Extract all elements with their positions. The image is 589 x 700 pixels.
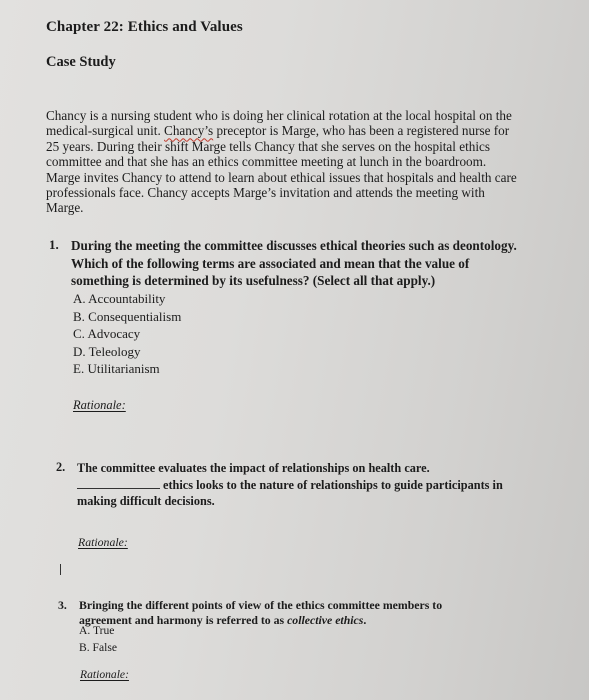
option-advocacy: C. Advocacy bbox=[73, 326, 141, 342]
question-number: 1. bbox=[49, 237, 59, 252]
stem-line-text: ethics looks to the nature of relationships to guide participants in bbox=[163, 477, 503, 492]
stem-line: During the meeting the committee discusses ethical theories such as deontology. bbox=[71, 238, 517, 253]
intro-line-rest: preceptor is Marge, who has been a registered nurse for bbox=[213, 123, 510, 139]
stem-emphasis: collective ethics bbox=[287, 612, 364, 627]
intro-line: Marge. bbox=[46, 200, 84, 216]
question-number: 3. bbox=[58, 598, 67, 612]
question-1-options bbox=[73, 290, 181, 378]
stem-line: something is determined by its usefulness? (Select all that apply.) bbox=[71, 273, 436, 289]
fill-in-blank bbox=[77, 477, 160, 489]
intro-line-start: medical-surgical unit. bbox=[46, 123, 165, 139]
intro-line bbox=[46, 123, 554, 138]
intro-line: Marge invites Chancy to attend to learn about ethical issues that hospitals and health care bbox=[46, 169, 517, 185]
stem-line: Bringing the different points of view of the ethics committee members to bbox=[79, 598, 443, 612]
chapter-title: Chapter 22: Ethics and Values bbox=[46, 19, 243, 35]
option-accountability: A. Accountability bbox=[73, 291, 166, 306]
question-number: 2. bbox=[56, 460, 66, 474]
question-stem bbox=[71, 237, 517, 290]
question-2-rationale: Rationale: bbox=[78, 535, 128, 549]
question-3-rationale: Rationale: bbox=[80, 668, 129, 681]
intro-line: professionals face. Chancy accepts Marge’s invitation and attends the meeting with bbox=[46, 185, 485, 201]
text-cursor bbox=[60, 564, 61, 575]
option-true: A. True bbox=[79, 624, 115, 637]
option-teleology: D. Teleology bbox=[73, 343, 141, 359]
intro-line: Chancy is a nursing student who is doing her clinical rotation at the local hospital on the bbox=[46, 108, 512, 123]
case-study-paragraph bbox=[46, 108, 554, 216]
intro-line: 25 years. During their shift Marge tells Chancy that she serves on the hospital ethics bbox=[46, 138, 491, 154]
question-1-rationale: Rationale: bbox=[73, 398, 126, 412]
question-stem bbox=[79, 598, 442, 627]
stem-line bbox=[77, 477, 503, 494]
section-title: Case Study bbox=[46, 54, 116, 70]
stem-line-end: . bbox=[363, 612, 367, 627]
stem-line: Which of the following terms are associated and mean that the value of bbox=[71, 255, 470, 271]
option-consequentialism: B. Consequentialism bbox=[73, 308, 182, 324]
stem-line bbox=[79, 613, 442, 628]
spellcheck-flagged-word[interactable]: Chancy’s bbox=[164, 123, 214, 139]
option-false: B. False bbox=[79, 641, 118, 654]
stem-line: making difficult decisions. bbox=[77, 494, 215, 508]
intro-line: committee and that she has an ethics committee meeting at lunch in the boardroom. bbox=[46, 154, 487, 170]
option-utilitarianism: E. Utilitarianism bbox=[73, 361, 160, 377]
stem-line-text: agreement and harmony is referred to as bbox=[79, 612, 288, 627]
question-stem bbox=[77, 460, 503, 510]
stem-line: The committee evaluates the impact of relationships on health care. bbox=[77, 461, 430, 475]
question-3-options bbox=[79, 622, 117, 656]
